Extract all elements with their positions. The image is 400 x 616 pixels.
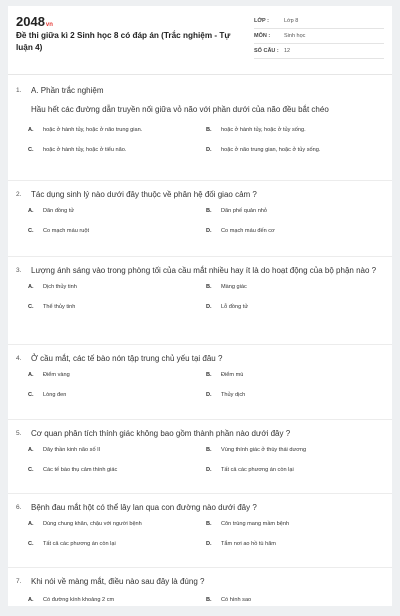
option-b[interactable]: B. hoặc ở hành tủy, hoặc ở tủy sống. [206, 127, 306, 133]
meta-row-subject: MÔN : Sinh học [254, 29, 384, 44]
header [8, 6, 392, 68]
option-d[interactable]: D. Co mạch máu đến cơ [206, 228, 275, 234]
option-a[interactable]: A. hoặc ở hành tủy, hoặc ở não trung gian. [28, 127, 143, 133]
question-number: 2. [16, 191, 22, 198]
question-2 [16, 188, 384, 247]
option-b[interactable]: B. Côn trùng mang mầm bệnh [206, 521, 290, 527]
question-text: Cơ quan phân tích thính giác không bao gồm thành phần nào dưới đây ? [31, 429, 291, 438]
option-a[interactable]: A. Điểm vàng [28, 372, 70, 378]
exam-sheet [8, 6, 392, 606]
question-5 [16, 427, 384, 486]
question-4 [16, 352, 384, 411]
site-logo[interactable]: 2048vn [16, 14, 53, 29]
option-b[interactable]: B. Vùng thính giác ở thùy thái dương [206, 447, 307, 453]
question-separator [8, 344, 392, 345]
question-number: 7. [16, 578, 22, 585]
option-d[interactable]: D. Thủy dịch [206, 392, 246, 398]
meta-row-count: SỐ CÂU : 12 [254, 44, 384, 59]
question-number: 4. [16, 355, 22, 362]
question-number: 5. [16, 430, 22, 437]
option-c[interactable]: C. Lòng đen [28, 392, 67, 398]
option-d[interactable]: D. hoặc ở não trung gian, hoặc ở tủy sống. [206, 147, 321, 153]
question-text: Ở cầu mắt, các tế bào nón tập trung chủ yếu tại đâu ? [31, 354, 223, 363]
question-separator [8, 567, 392, 568]
question-6 [16, 501, 384, 560]
meta-table [254, 14, 384, 59]
option-d[interactable]: D. Lỗ đồng tử [206, 304, 249, 310]
option-b[interactable]: B. Điểm mù [206, 372, 244, 378]
option-c[interactable]: C. Co mạch máu ruột [28, 228, 90, 234]
option-a[interactable]: A. Có đường kính khoảng 2 cm [28, 597, 115, 603]
option-b[interactable]: B. Dãn phế quản nhỏ [206, 208, 268, 214]
question-separator [8, 180, 392, 181]
option-c[interactable]: C. Thể thủy tinh [28, 304, 76, 310]
option-a[interactable]: A. Dây thần kinh não số II [28, 447, 101, 453]
option-d[interactable]: D. Tắm nơi ao hồ tù hãm [206, 541, 276, 547]
section-heading: A. Phần trắc nghiệm [31, 86, 104, 95]
question-text: Khi nói về màng mắt, điều nào sau đây là đúng ? [31, 577, 205, 586]
option-c[interactable]: C. Tất cả các phương án còn lại [28, 541, 116, 547]
option-a[interactable]: A. Dùng chung khăn, chậu với người bệnh [28, 521, 142, 527]
question-separator [8, 419, 392, 420]
meta-row-class: LỚP : Lớp 8 [254, 14, 384, 29]
question-7 [16, 575, 384, 616]
option-c[interactable]: C. hoặc ở hành tủy, hoặc ở tiểu não. [28, 147, 127, 153]
question-text: Lượng ánh sáng vào trong phòng tối của cầu mắt nhiều hay ít là do hoạt động của bộ phận nào ? [31, 266, 377, 275]
option-a[interactable]: A. Dịch thủy tinh [28, 284, 77, 290]
option-c[interactable]: C. Các tế bào thụ cảm thính giác [28, 467, 118, 473]
question-1 [16, 84, 384, 166]
question-separator [8, 256, 392, 257]
question-text: Hầu hết các đường dẫn truyền nối giữa vỏ não với phần dưới của não đều bắt chéo [31, 105, 329, 114]
document-title: Đề thi giữa kì 2 Sinh học 8 có đáp án (Trắc nghiệm - Tự luận 4) [16, 31, 231, 52]
option-a[interactable]: A. Dãn đồng tử [28, 208, 75, 214]
option-b[interactable]: B. Có hình sao [206, 597, 252, 603]
question-number: 1. [16, 87, 22, 94]
question-text: Tác dụng sinh lý nào dưới đây thuộc về phân hệ đối giao cảm ? [31, 190, 257, 199]
option-b[interactable]: B. Màng giác [206, 284, 247, 290]
question-text: Bệnh đau mắt hột có thể lây lan qua con đường nào dưới đây ? [31, 503, 257, 512]
header-divider [8, 74, 392, 75]
option-d[interactable]: D. Tất cả các phương án còn lại [206, 467, 294, 473]
question-separator [8, 493, 392, 494]
question-3 [16, 264, 384, 323]
question-number: 6. [16, 504, 22, 511]
question-number: 3. [16, 267, 22, 274]
